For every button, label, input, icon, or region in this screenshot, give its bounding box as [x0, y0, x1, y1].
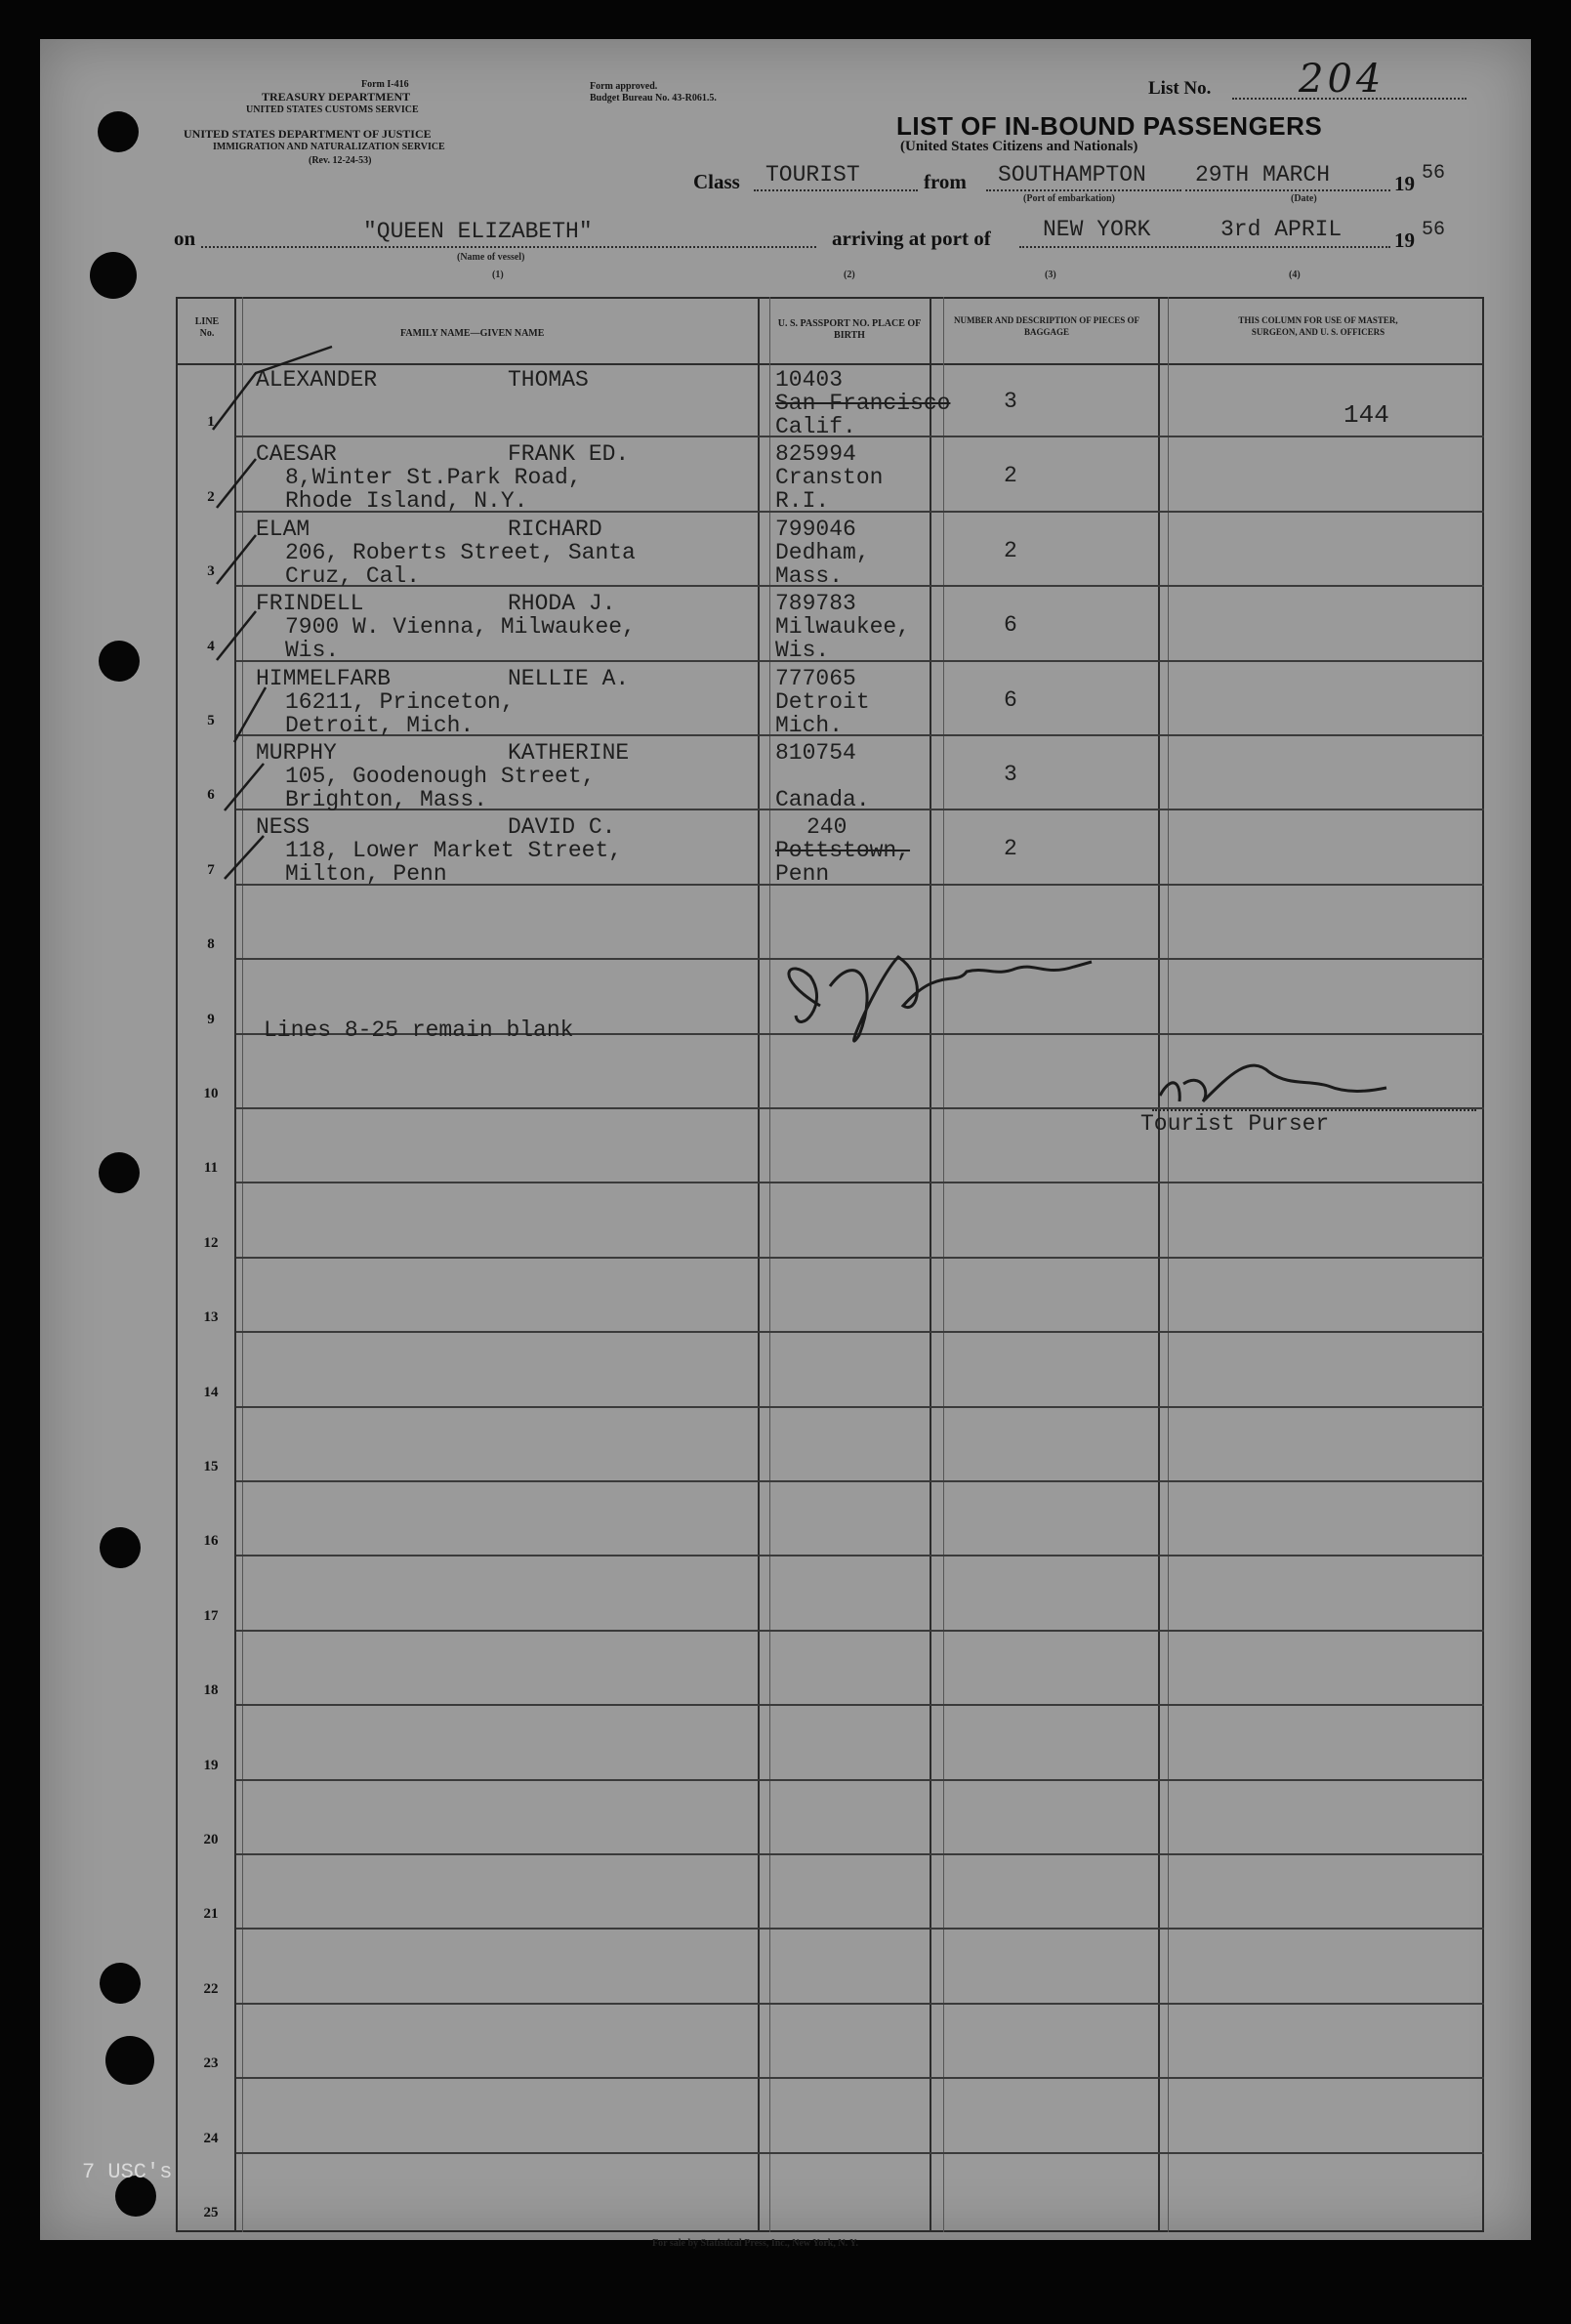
col-marker-1: (1) [492, 270, 504, 280]
passport-number: 240 [806, 814, 848, 841]
birth-place-2: Canada. [775, 787, 870, 812]
given-name: DAVID C. [508, 814, 616, 841]
address-line-1: 118, Lower Market Street, [285, 838, 623, 864]
baggage-count: 3 [1004, 762, 1017, 787]
embarkation-date: 29TH MARCH [1195, 162, 1331, 187]
arrival-port: NEW YORK [1043, 217, 1151, 242]
customs-service: UNITED STATES CUSTOMS SERVICE [246, 104, 419, 115]
passport-number: 777065 [775, 665, 856, 691]
birth-place-2: Mich. [775, 712, 844, 738]
line-number: 17 [203, 1607, 219, 1624]
col-header-name: FAMILY NAME—GIVEN NAME [400, 328, 545, 339]
address-line-1: 7900 W. Vienna, Milwaukee, [285, 614, 636, 641]
purser-title: Tourist Purser [1140, 1111, 1330, 1137]
given-name: RICHARD [508, 516, 602, 542]
col-marker-2: (2) [844, 270, 855, 280]
line-number: 24 [203, 2130, 219, 2146]
col-header-baggage: NUMBER AND DESCRIPTION OF PIECES OF BAGGAGE [954, 315, 1139, 337]
port-of-embarkation: SOUTHAMPTON [998, 162, 1146, 187]
birth-place-1: Milwaukee, [775, 614, 911, 641]
address-line-1: 8,Winter St.Park Road, [285, 465, 582, 491]
margin-note: 7 USC's [82, 2160, 173, 2184]
birth-place-1: Cranston [775, 465, 884, 491]
year-prefix-2: 19 [1394, 228, 1415, 252]
birth-place-1: San Francisco [775, 391, 951, 416]
baggage-count: 2 [1004, 836, 1017, 862]
line-number: 13 [203, 1309, 219, 1326]
address-line-1: 206, Roberts Street, Santa [285, 539, 636, 565]
form-approved: Form approved. [590, 81, 658, 92]
line-number: 2 [207, 488, 215, 505]
officer-note: 144 [1344, 400, 1389, 430]
vessel-name: "QUEEN ELIZABETH" [363, 219, 593, 244]
col-marker-4: (4) [1289, 270, 1301, 280]
line-number: 18 [203, 1682, 219, 1699]
given-name: KATHERINE [508, 740, 630, 766]
line-number: 25 [203, 2205, 219, 2220]
line-number: 16 [203, 1533, 219, 1550]
address-line-2: Wis. [285, 638, 340, 664]
arriving-label: arriving at port of [832, 227, 991, 250]
year-embarkation: 56 [1422, 162, 1446, 185]
birth-place-2: R.I. [775, 488, 830, 515]
line-number: 11 [203, 1160, 219, 1177]
line-number: 8 [207, 936, 215, 953]
family-name: HIMMELFARB [256, 665, 392, 691]
budget-bureau: Budget Bureau No. 43-R061.5. [590, 93, 717, 104]
port-caption: (Port of embarkation) [1023, 193, 1115, 204]
date-caption: (Date) [1291, 193, 1317, 204]
line-number: 10 [203, 1086, 219, 1101]
blank-lines-note: Lines 8-25 remain blank [264, 1017, 574, 1043]
family-name: CAESAR [256, 441, 337, 468]
address-line-1: 16211, Princeton, [285, 688, 515, 715]
line-number: 5 [207, 713, 215, 728]
family-name: NESS [256, 814, 310, 841]
address-line-1: 105, Goodenough Street, [285, 764, 596, 789]
birth-place-1: Dedham, [775, 539, 870, 565]
passport-number: 10403 [775, 367, 844, 393]
line-number: 3 [207, 563, 215, 580]
revision-date: (Rev. 12-24-53) [309, 155, 372, 166]
col-header-passport: U. S. PASSPORT NO. PLACE OF BIRTH [777, 318, 922, 341]
justice-dept: UNITED STATES DEPARTMENT OF JUSTICE [184, 127, 432, 141]
line-number: 23 [203, 2055, 219, 2072]
baggage-count: 6 [1004, 612, 1017, 639]
line-number: 15 [203, 1459, 219, 1474]
from-label: from [924, 170, 967, 193]
line-number: 9 [207, 1011, 215, 1027]
family-name: MURPHY [256, 740, 337, 766]
baggage-count: 6 [1004, 686, 1017, 713]
col-header-line-no: LINE No. [194, 316, 220, 339]
family-name: FRINDELL [256, 591, 364, 617]
list-no-label: List No. [1148, 78, 1212, 99]
family-name: ALEXANDER [256, 367, 378, 393]
form-number: Form I-416 [361, 79, 409, 90]
line-number: 21 [203, 1906, 219, 1923]
line-number: 7 [207, 861, 215, 878]
given-name: THOMAS [508, 367, 589, 393]
form-title: LIST OF IN-BOUND PASSENGERS [896, 111, 1323, 141]
birth-place-2: Calif. [775, 414, 856, 439]
birth-place-2: Wis. [775, 638, 830, 664]
line-number: 20 [203, 1832, 219, 1847]
printer-footer: For sale by Statistical Press, Inc., New York, N. Y. [652, 2238, 859, 2249]
line-number: 22 [203, 1980, 219, 1997]
address-line-2: Milton, Penn [285, 861, 447, 888]
given-name: FRANK ED. [508, 441, 630, 468]
passport-number: 789783 [775, 591, 856, 617]
on-label: on [174, 227, 196, 250]
address-line-2: Rhode Island, N.Y. [285, 488, 528, 515]
line-number: 1 [207, 414, 215, 431]
birth-place-1: Pottstown, [775, 838, 911, 864]
year-prefix: 19 [1394, 172, 1415, 195]
passport-number: 825994 [775, 441, 856, 468]
line-number: 14 [203, 1384, 219, 1400]
address-line-2: Brighton, Mass. [285, 787, 488, 812]
ins-service: IMMIGRATION AND NATURALIZATION SERVICE [213, 142, 445, 152]
birth-place-2: Penn [775, 861, 830, 888]
passport-number: 810754 [775, 740, 856, 766]
class-label: Class [693, 170, 740, 193]
baggage-count: 2 [1004, 537, 1017, 563]
baggage-count: 2 [1004, 463, 1017, 489]
year-arrival: 56 [1422, 219, 1446, 241]
class-value: TOURIST [765, 162, 860, 187]
treasury-dept: TREASURY DEPARTMENT [262, 90, 411, 104]
col-marker-3: (3) [1045, 270, 1056, 280]
baggage-count: 3 [1004, 389, 1017, 414]
line-number: 19 [203, 1757, 219, 1773]
line-number: 4 [207, 638, 215, 654]
passport-number: 799046 [775, 516, 856, 542]
form-subtitle: (United States Citizens and Nationals) [900, 139, 1138, 154]
vessel-caption: (Name of vessel) [457, 252, 525, 263]
given-name: RHODA J. [508, 591, 616, 617]
family-name: ELAM [256, 516, 310, 542]
signature-official [771, 937, 1094, 1064]
address-line-2: Detroit, Mich. [285, 712, 475, 738]
address-line-2: Cruz, Cal. [285, 562, 421, 589]
birth-place-2: Mass. [775, 562, 844, 589]
line-number: 6 [207, 787, 215, 804]
given-name: NELLIE A. [508, 665, 630, 691]
line-number: 12 [203, 1234, 219, 1251]
arrival-date: 3rd APRIL [1220, 217, 1343, 242]
col-header-officers: THIS COLUMN FOR USE OF MASTER, SURGEON, AND U. S. OFFICERS [1238, 315, 1398, 337]
list-no-value: 204 [1299, 57, 1385, 102]
birth-place-1: Detroit [775, 688, 870, 715]
